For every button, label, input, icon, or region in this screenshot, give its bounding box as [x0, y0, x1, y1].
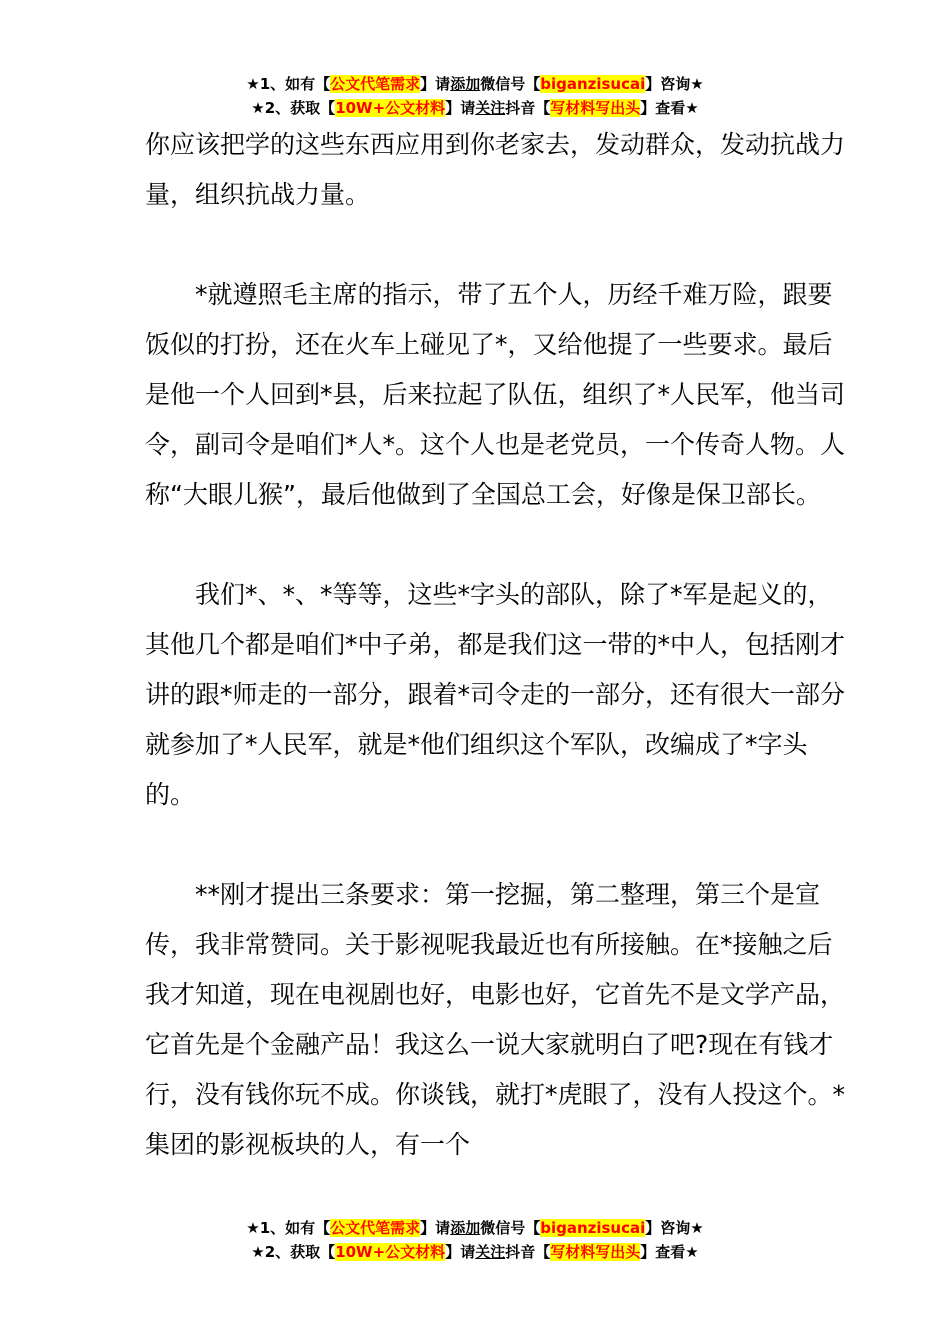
- paragraph-4: **刚才提出三条要求：第一挖掘，第二整理，第三个是宣传，我非常赞同。关于影视呢我最近也有所接触。在*接触之后我才知道，现在电视剧也好，电影也好，它首先不是文学产品，它首先是个金融产品！我这么一说大家就明白了吧?现在有钱才行，没有钱你玩不成。你谈钱，就打*虎眼了，没有人投这个。*集团的影视板块的人，有一个: [145, 880, 846, 1159]
- banner-text: 微信号【: [480, 75, 541, 93]
- banner-highlight: biganzisucai: [540, 1219, 646, 1237]
- banner-highlight: 10W+公文材料: [335, 99, 446, 117]
- paragraph-gap: [145, 520, 845, 570]
- banner-highlight: 公文代笔需求: [330, 75, 421, 93]
- banner-underline: 添加: [450, 75, 481, 93]
- banner-underline: 关注: [475, 1243, 506, 1261]
- banner-text: 微信号【: [480, 1219, 541, 1237]
- banner-text: ★1、如有【: [246, 75, 331, 93]
- paragraph-3: 我们*、*、*等等，这些*字头的部队，除了*军是起义的，其他几个都是咱们*中子弟，都是我们这一带的*中人，包括刚才讲的跟*师走的一部分，跟着*司令走的一部分，还有很大一部分就参加了*人民军，就是*他们组织这个军队，改编成了*字头的。: [145, 580, 846, 809]
- banner-text: 抖音【: [505, 99, 551, 117]
- footer-banner: [0, 1216, 950, 1264]
- banner-highlight: 写材料写出头: [550, 99, 641, 117]
- banner-highlight: biganzisucai: [540, 75, 646, 93]
- banner-text: 】查看★: [640, 1243, 699, 1261]
- banner-line-1: [0, 72, 950, 96]
- paragraph-2: *就遵照毛主席的指示，带了五个人，历经千难万险，跟要饭似的打扮，还在火车上碰见了*，又给他提了一些要求。最后是他一个人回到*县，后来拉起了队伍，组织了*人民军，他当司令，副司令是咱们*人*。这个人也是老党员，一个传奇人物。人称“大眼儿猴”，最后他做到了全国总工会，好像是保卫部长。: [145, 280, 846, 509]
- banner-line-2: [0, 96, 950, 120]
- document-body: [145, 120, 845, 1170]
- banner-text: ★2、获取【: [251, 1243, 336, 1261]
- banner-text: 】咨询★: [645, 75, 704, 93]
- banner-text: 】请: [445, 99, 476, 117]
- banner-text: 】咨询★: [645, 1219, 704, 1237]
- banner-underline: 添加: [450, 1219, 481, 1237]
- paragraph-1: 你应该把学的这些东西应用到你老家去，发动群众，发动抗战力量，组织抗战力量。: [145, 130, 846, 209]
- paragraph-gap: [145, 820, 845, 870]
- banner-line-1: [0, 1216, 950, 1240]
- banner-text: 】请: [445, 1243, 476, 1261]
- banner-line-2: [0, 1240, 950, 1264]
- banner-text: 抖音【: [505, 1243, 551, 1261]
- paragraph-gap: [145, 220, 845, 270]
- banner-highlight: 公文代笔需求: [330, 1219, 421, 1237]
- banner-text: ★2、获取【: [251, 99, 336, 117]
- banner-text: 】查看★: [640, 99, 699, 117]
- banner-highlight: 写材料写出头: [550, 1243, 641, 1261]
- banner-text: ★1、如有【: [246, 1219, 331, 1237]
- banner-text: 】请: [420, 1219, 451, 1237]
- header-banner: [0, 72, 950, 120]
- banner-text: 】请: [420, 75, 451, 93]
- banner-highlight: 10W+公文材料: [335, 1243, 446, 1261]
- banner-underline: 关注: [475, 99, 506, 117]
